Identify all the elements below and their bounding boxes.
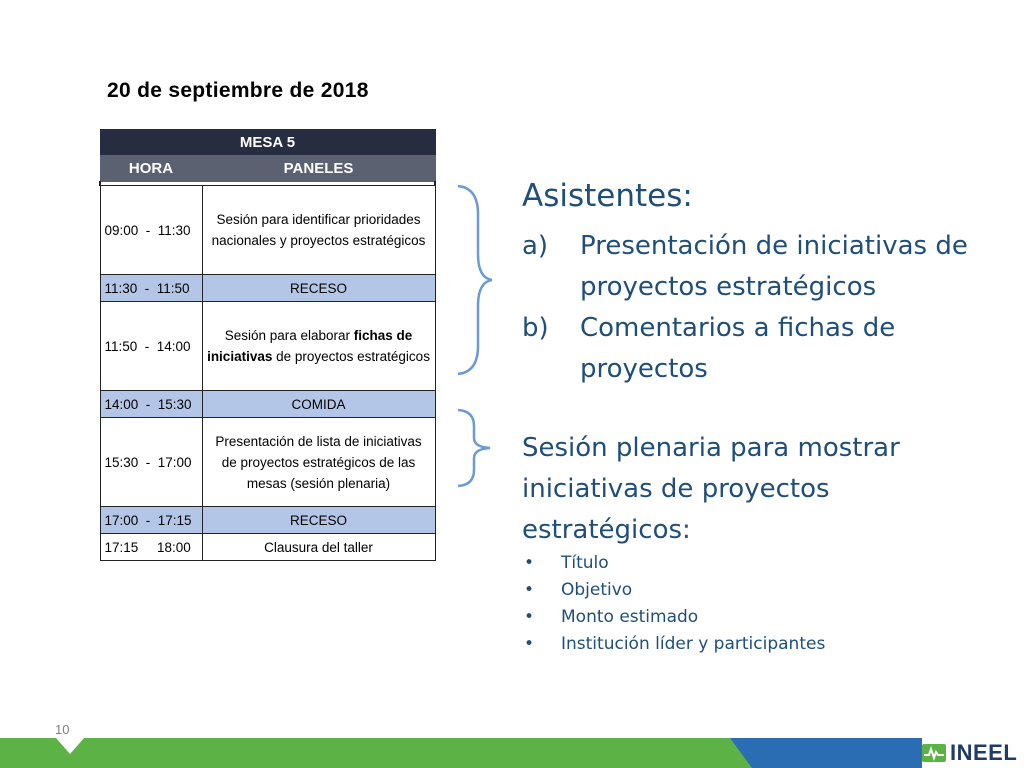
row-panel: Clausura del taller xyxy=(202,534,435,561)
table-title-row xyxy=(100,130,435,155)
logo-text: INEEL xyxy=(950,740,1018,765)
list-item xyxy=(522,577,825,604)
row-panel: RECESO xyxy=(202,275,435,302)
row-hora: 15:30 - 17:00 xyxy=(100,418,202,507)
list-item xyxy=(522,226,982,308)
table-header-row xyxy=(100,155,435,182)
list-marker: b) xyxy=(522,313,549,343)
list-item xyxy=(522,604,825,631)
col-hora-header: HORA xyxy=(100,155,202,182)
list-item xyxy=(522,631,825,658)
schedule-table xyxy=(99,129,436,561)
row-hora: 17:00 - 17:15 xyxy=(100,507,202,534)
row-hora: 09:00 - 11:30 xyxy=(100,186,202,275)
brace-small-icon xyxy=(452,408,496,488)
ineel-logo xyxy=(922,738,1024,768)
list-marker: a) xyxy=(522,231,549,261)
date-title: 20 de septiembre de 2018 xyxy=(107,79,369,102)
table-row xyxy=(100,275,435,302)
table-row xyxy=(100,507,435,534)
footer-band xyxy=(0,738,1024,768)
bullet-text: Monto estimado xyxy=(561,607,699,627)
row-hora: 17:15 18:00 xyxy=(100,534,202,561)
list-item xyxy=(522,308,982,390)
table-row xyxy=(100,534,435,561)
bullet-text: Objetivo xyxy=(561,580,633,600)
row-panel: Presentación de lista de iniciativas de proyectos estratégicos de las mesas (sesión plenaria) xyxy=(202,418,435,507)
table-row xyxy=(100,418,435,507)
page-number: 10 xyxy=(55,722,70,737)
row-hora: 11:50 - 14:00 xyxy=(100,302,202,391)
row-panel-bold: fichas de iniciativas xyxy=(207,328,413,364)
list-text: Comentarios a fichas de proyectos xyxy=(580,313,896,384)
plenaria-text: Sesión plenaria para mostrar iniciativas de proyectos estratégicos: xyxy=(522,433,900,545)
row-panel xyxy=(202,302,435,391)
bullet-icon: • xyxy=(524,634,535,654)
row-hora: 11:30 - 11:50 xyxy=(100,275,202,302)
row-panel: Sesión para identificar prioridades nacionales y proyectos estratégicos xyxy=(202,186,435,275)
list-text: Presentación de iniciativas de proyectos estratégicos xyxy=(580,231,968,302)
bullet-icon: • xyxy=(524,580,535,600)
row-panel: RECESO xyxy=(202,507,435,534)
row-panel-pre: Sesión para elaborar xyxy=(224,328,354,343)
bullet-text: Institución líder y participantes xyxy=(561,634,826,654)
row-panel-post: de proyectos estratégicos xyxy=(272,349,430,364)
table-row xyxy=(100,302,435,391)
asistentes-list xyxy=(522,226,982,390)
plenaria-bullets xyxy=(522,550,825,658)
list-item xyxy=(522,550,825,577)
row-panel: COMIDA xyxy=(202,391,435,418)
asistentes-title: Asistentes: xyxy=(522,178,693,214)
bullet-icon: • xyxy=(524,553,535,573)
row-hora: 14:00 - 15:30 xyxy=(100,391,202,418)
brace-large-icon xyxy=(452,184,496,376)
table-row xyxy=(100,186,435,275)
table-row xyxy=(100,391,435,418)
bullet-icon: • xyxy=(524,607,535,627)
bullet-text: Título xyxy=(561,553,609,573)
table-title: MESA 5 xyxy=(100,130,435,155)
col-paneles-header: PANELES xyxy=(202,155,435,182)
logo-mark-icon xyxy=(922,743,946,763)
